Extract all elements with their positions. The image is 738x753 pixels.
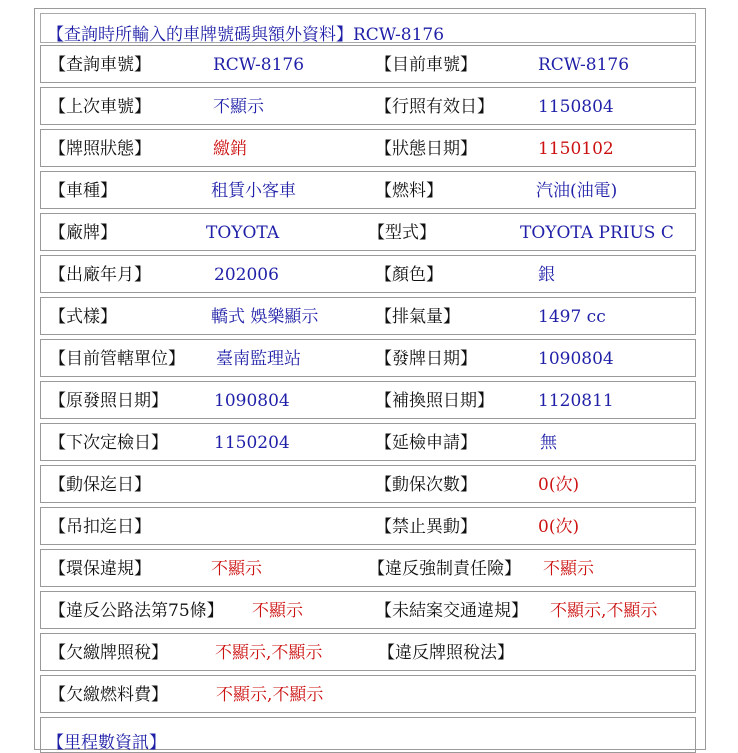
value-query-plate: RCW-8176	[213, 55, 305, 75]
label-next-inspection: 【下次定檢日】	[49, 433, 168, 453]
label-plate-status: 【牌照狀態】	[49, 139, 151, 159]
mileage-section-title: 【里程數資訊】	[47, 733, 166, 753]
label-reissue-date: 【補換照日期】	[375, 391, 494, 411]
info-row-manufacture-date	[40, 255, 696, 293]
label-color: 【顏色】	[375, 265, 443, 285]
value-environmental-violation: 不顯示	[211, 559, 262, 579]
label-model: 【型式】	[368, 223, 436, 243]
value-displacement: 1497 cc	[538, 307, 606, 327]
value-status-date: 1150102	[538, 139, 614, 159]
info-row-lien-end-date	[40, 465, 696, 503]
value-plate-issue-date: 1090804	[538, 349, 614, 369]
label-inspection-extension: 【延檢申請】	[375, 433, 477, 453]
label-current-plate: 【目前車號】	[375, 55, 477, 75]
label-query-plate: 【查詢車號】	[49, 55, 151, 75]
info-row-unpaid-license-tax	[40, 633, 696, 671]
value-next-inspection: 1150204	[214, 433, 290, 453]
label-displacement: 【排氣量】	[375, 307, 460, 327]
info-row-plate-status	[40, 129, 696, 167]
query-header	[40, 13, 696, 43]
info-row-highway-act	[40, 591, 696, 629]
mileage-section-header	[40, 717, 696, 753]
value-color: 銀	[538, 265, 555, 285]
label-environmental-violation: 【環保違規】	[49, 559, 151, 579]
label-fuel: 【燃料】	[375, 181, 443, 201]
value-highway-act: 不顯示	[252, 601, 303, 621]
label-open-traffic-violations: 【未結案交通違規】	[375, 601, 528, 621]
value-previous-plate: 不顯示	[213, 97, 264, 117]
label-license-tax-violation: 【違反牌照稅法】	[378, 643, 514, 663]
value-inspection-extension: 無	[540, 433, 557, 453]
value-plate-status: 繳銷	[213, 139, 247, 159]
value-model: TOYOTA PRIUS C	[520, 223, 674, 243]
info-row-suspension-end-date	[40, 507, 696, 545]
info-row-jurisdiction	[40, 339, 696, 377]
query-header-text: 【查詢時所輸入的車牌號碼與額外資料】RCW-8176	[47, 25, 445, 45]
vehicle-info-panel	[34, 8, 706, 753]
value-brand: TOYOTA	[206, 223, 280, 243]
label-lien-count: 【動保次數】	[375, 475, 477, 495]
label-jurisdiction: 【目前管轄單位】	[49, 349, 185, 369]
value-reissue-date: 1120811	[538, 391, 614, 411]
value-current-plate: RCW-8176	[538, 55, 630, 75]
value-transfer-prohibited: 0(次)	[538, 517, 580, 537]
value-body-style: 轎式 娛樂顯示	[211, 307, 319, 327]
value-unpaid-fuel-fee: 不顯示,不顯示	[216, 685, 324, 705]
label-status-date: 【狀態日期】	[375, 139, 477, 159]
label-suspension-end-date: 【吊扣迄日】	[49, 517, 151, 537]
info-row-vehicle-type	[40, 171, 696, 209]
value-compulsory-insurance: 不顯示	[543, 559, 594, 579]
value-jurisdiction: 臺南監理站	[216, 349, 301, 369]
label-manufacture-date: 【出廠年月】	[49, 265, 151, 285]
label-brand: 【廠牌】	[49, 223, 117, 243]
value-lien-count: 0(次)	[538, 475, 580, 495]
label-transfer-prohibited: 【禁止異動】	[375, 517, 477, 537]
label-license-valid-date: 【行照有效日】	[375, 97, 494, 117]
value-unpaid-license-tax: 不顯示,不顯示	[215, 643, 323, 663]
value-vehicle-type: 租賃小客車	[211, 181, 296, 201]
info-row-body-style	[40, 297, 696, 335]
label-body-style: 【式樣】	[49, 307, 117, 327]
info-row-next-inspection	[40, 423, 696, 461]
value-fuel: 汽油(油電)	[536, 181, 618, 201]
info-row-original-issue-date	[40, 381, 696, 419]
value-license-valid-date: 1150804	[538, 97, 614, 117]
label-compulsory-insurance: 【違反強制責任險】	[368, 559, 521, 579]
label-previous-plate: 【上次車號】	[49, 97, 151, 117]
label-lien-end-date: 【動保迄日】	[49, 475, 151, 495]
value-open-traffic-violations: 不顯示,不顯示	[550, 601, 658, 621]
label-highway-act: 【違反公路法第75條】	[49, 601, 224, 621]
value-original-issue-date: 1090804	[214, 391, 290, 411]
info-row-query-plate	[40, 45, 696, 83]
label-unpaid-fuel-fee: 【欠繳燃料費】	[49, 685, 168, 705]
info-row-environmental-violation	[40, 549, 696, 587]
info-row-previous-plate	[40, 87, 696, 125]
info-row-unpaid-fuel-fee	[40, 675, 696, 713]
label-plate-issue-date: 【發牌日期】	[375, 349, 477, 369]
label-unpaid-license-tax: 【欠繳牌照稅】	[49, 643, 168, 663]
label-original-issue-date: 【原發照日期】	[49, 391, 168, 411]
label-vehicle-type: 【車種】	[49, 181, 117, 201]
value-manufacture-date: 202006	[214, 265, 279, 285]
info-row-brand	[40, 213, 696, 251]
